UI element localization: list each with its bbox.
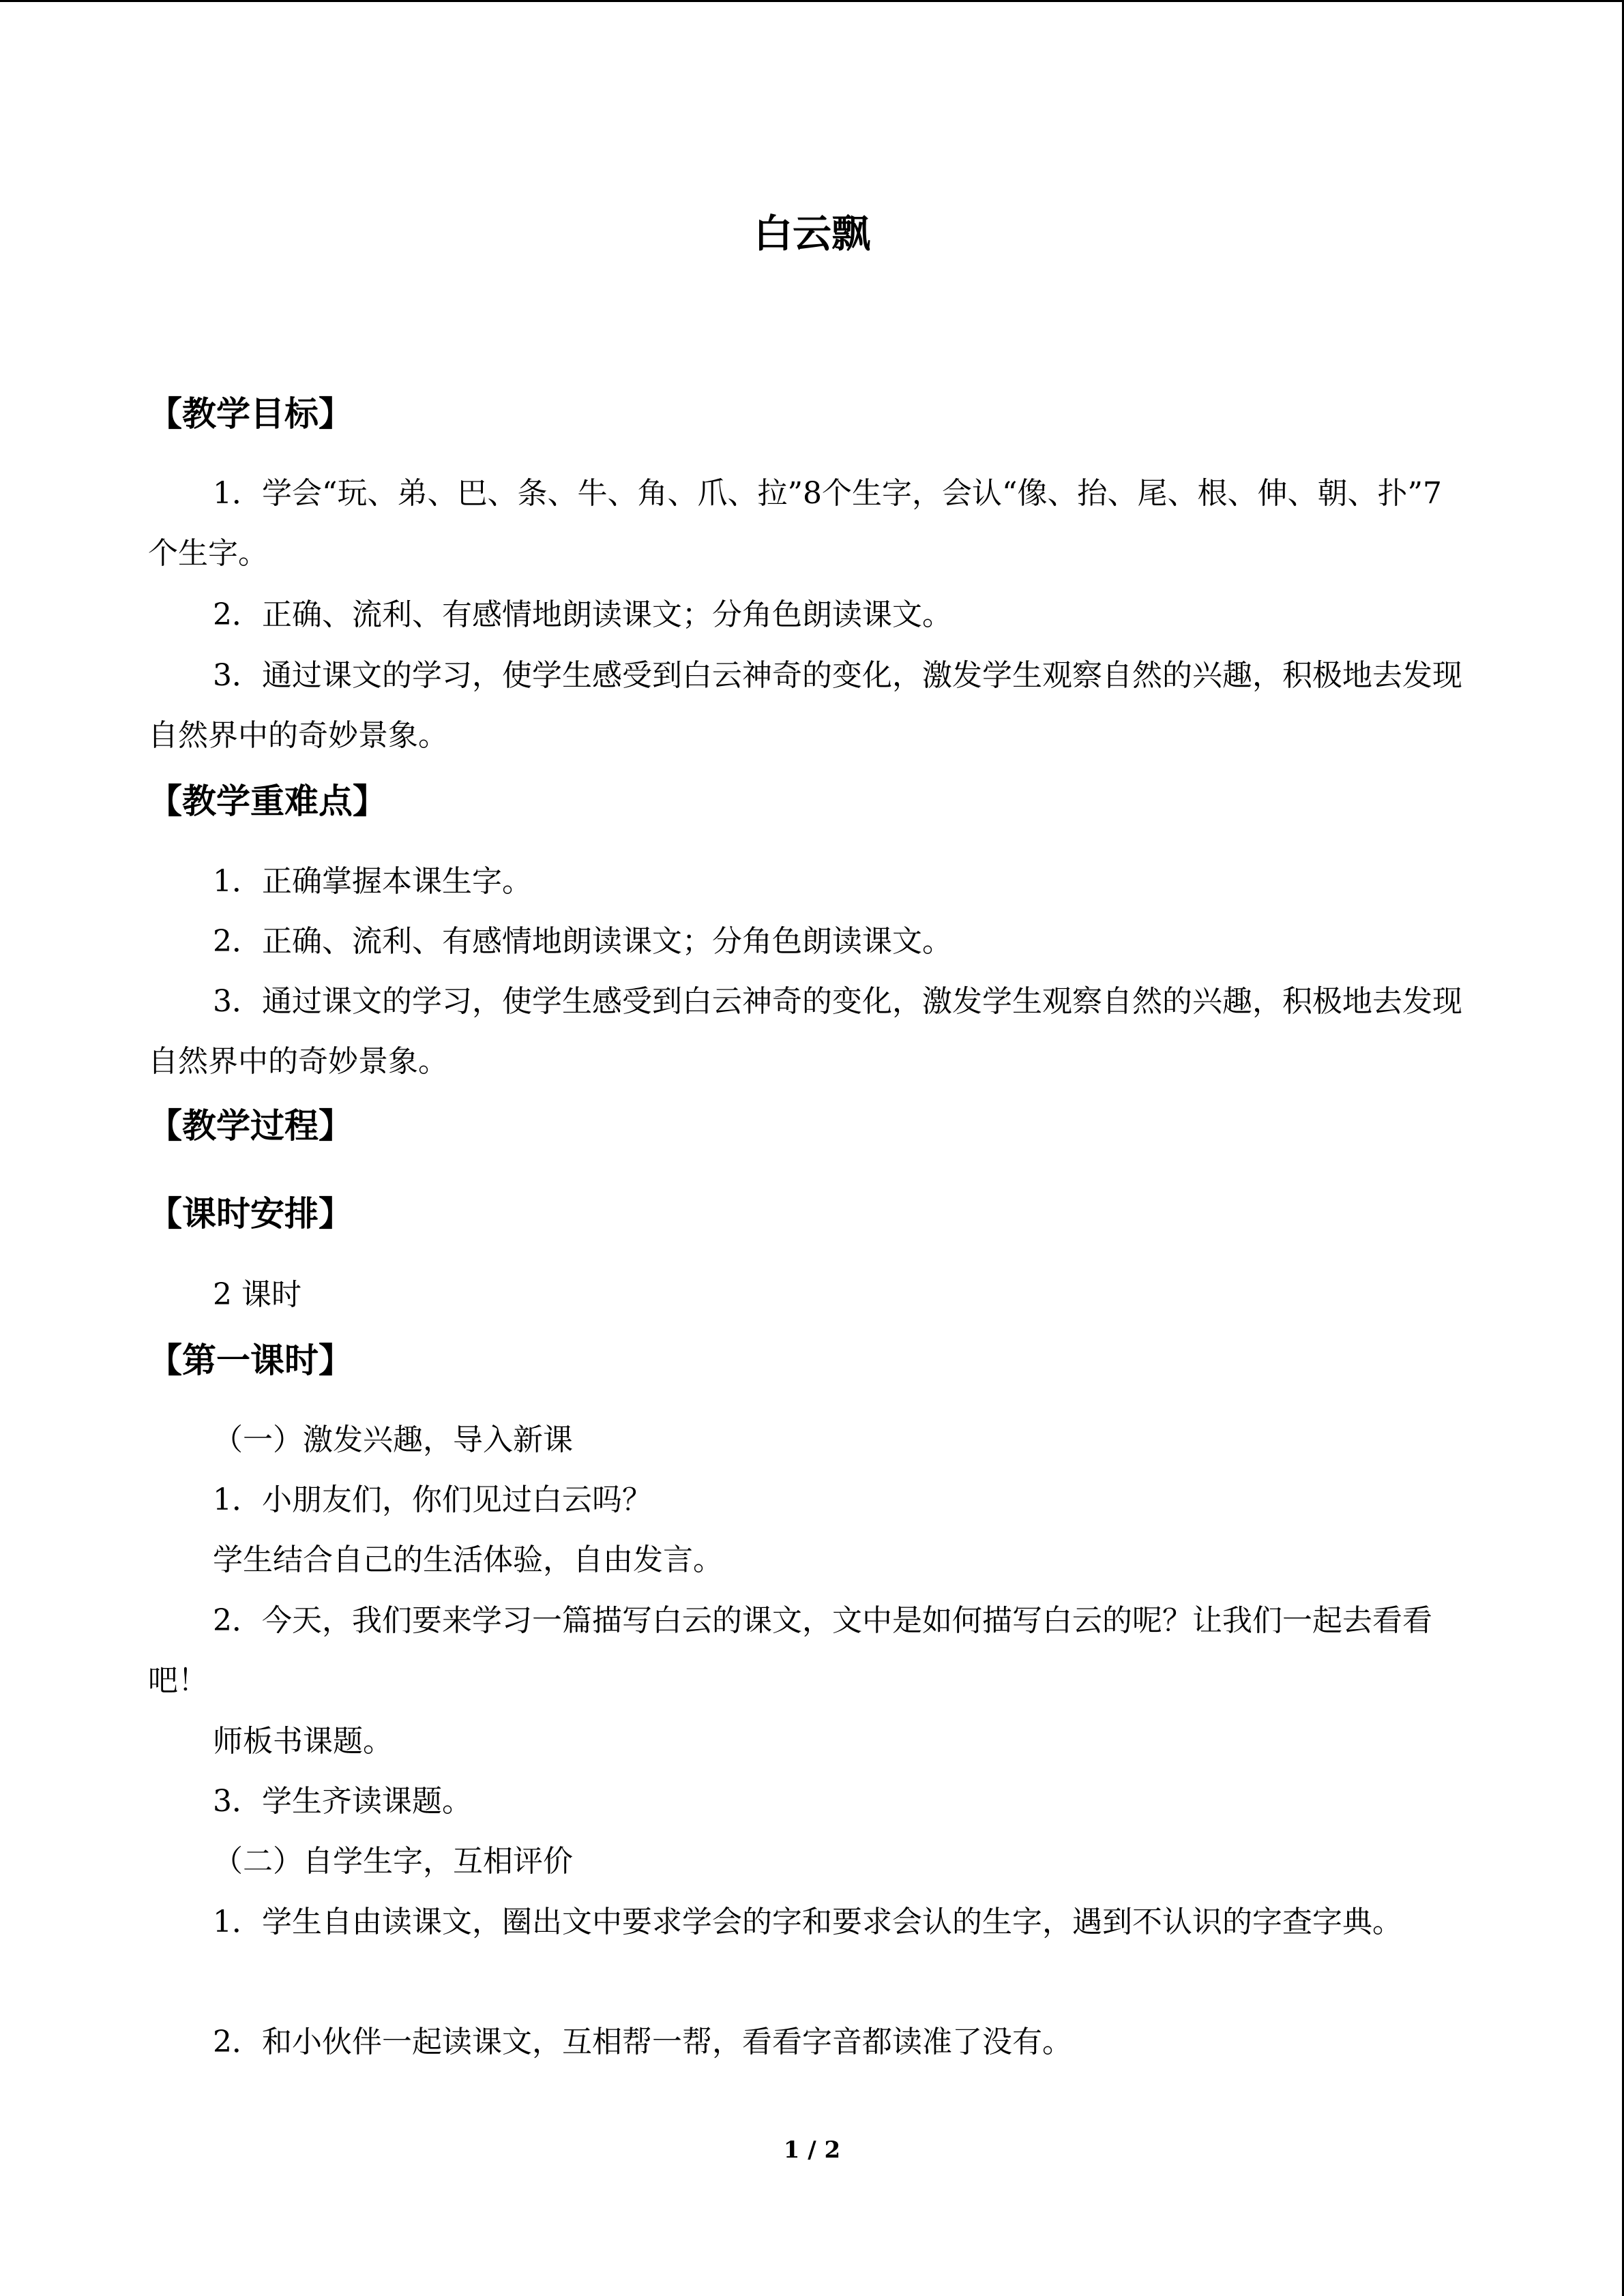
objective-item-3: 3．通过课文的学习，使学生感受到白云神奇的变化，激发学生观察自然的兴趣，积极地去发现自然界中的奇妙景象。	[148, 658, 1462, 753]
lesson1-part1-item-5: 3．学生齐读课题。	[213, 1784, 472, 1819]
objective-item-2: 2．正确、流利、有感情地朗读课文；分角色朗读课文。	[213, 597, 952, 632]
lesson1-part1-item-2: 学生结合自己的生活体验，自由发言。	[213, 1542, 723, 1577]
lesson1-part2-item-1: 1．学生自由读课文，圈出文中要求学会的字和要求会认的生字，遇到不认识的字查字典。	[213, 1905, 1402, 1939]
page-border-top	[0, 0, 1624, 2]
lesson1-part1-item-3: 2．今天，我们要来学习一篇描写白云的课文，文中是如何描写白云的呢？让我们一起去看看吧！	[148, 1603, 1432, 1698]
key-point-item-2: 2．正确、流利、有感情地朗读课文；分角色朗读课文。	[213, 924, 952, 959]
objective-item-1: 1．学会“玩、弟、巴、条、牛、角、爪、拉”8个生字，会认“像、抬、尾、根、伸、朝、扑”7个生字。	[148, 476, 1442, 571]
lesson1-part2-title: （二）自学生字，互相评价	[213, 1844, 573, 1879]
lesson1-part1-title: （一）激发兴趣，导入新课	[213, 1422, 573, 1457]
page-number: 1 / 2	[783, 2136, 841, 2164]
heading-schedule: 【课时安排】	[148, 1194, 353, 1234]
heading-key-points: 【教学重难点】	[148, 781, 387, 821]
heading-lesson1: 【第一课时】	[148, 1341, 353, 1380]
key-point-item-3: 3．通过课文的学习，使学生感受到白云神奇的变化，激发学生观察自然的兴趣，积极地去发现自然界中的奇妙景象。	[148, 984, 1462, 1079]
heading-process: 【教学过程】	[148, 1106, 353, 1146]
lesson1-part1-item-4: 师板书课题。	[213, 1724, 393, 1759]
heading-objectives: 【教学目标】	[148, 394, 353, 434]
schedule-text: 2 课时	[213, 1277, 301, 1312]
key-point-item-1: 1．正确掌握本课生字。	[213, 864, 532, 899]
lesson1-part2-item-2: 2．和小伙伴一起读课文，互相帮一帮，看看字音都读准了没有。	[213, 2025, 1072, 2059]
document-title: 白云飘	[754, 211, 870, 256]
lesson1-part1-item-1: 1．小朋友们，你们见过白云吗？	[213, 1482, 652, 1517]
